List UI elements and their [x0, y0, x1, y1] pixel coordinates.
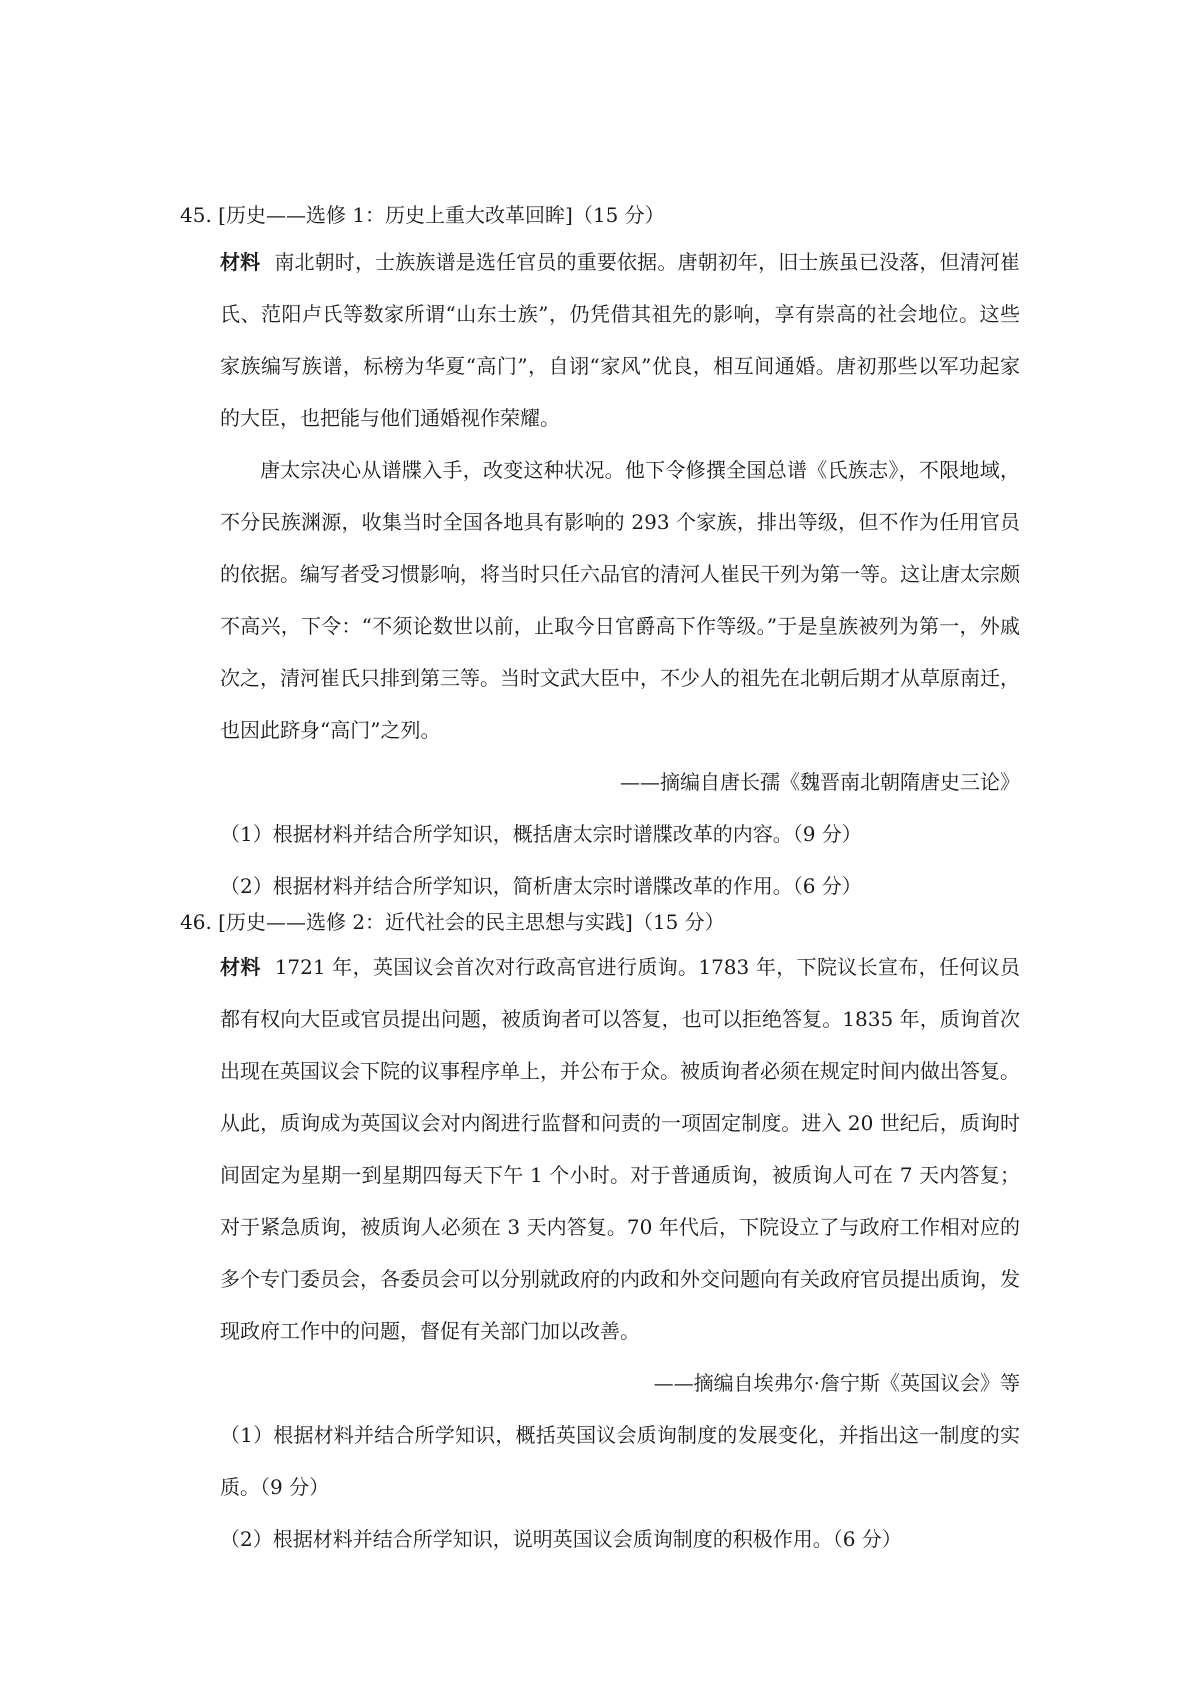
q45-subquestion-2: （2）根据材料并结合所学知识，简析唐太宗时谱牒改革的作用。（6 分） — [220, 874, 862, 898]
question-45-header: 45. [历史——选修 1：历史上重大改革回眸]（15 分） — [180, 203, 665, 227]
q45-material-label: 材料 — [220, 250, 261, 274]
q45-material-paragraph-1 — [220, 236, 1020, 444]
question-46-body — [220, 941, 1020, 1565]
q46-source: ——摘编自埃弗尔·詹宁斯《英国议会》等 — [653, 1371, 1020, 1395]
q46-material-paragraph-1 — [220, 941, 1020, 1357]
q45-para1-text: 南北朝时，士族族谱是选任官员的重要依据。唐朝初年，旧士族虽已没落，但清河崔氏、范阳卢氏等数家所谓“山东士族”，仍凭借其祖先的影响，享有崇高的社会地位。这些家族编写族谱，标榜为华夏“高门”，自诩“家风”优良，相互间通婚。唐初那些以军功起家的大臣，也把能与他们通婚视作荣耀。 — [220, 250, 1021, 430]
q45-material-paragraph-2: 唐太宗决心从谱牒入手，改变这种状况。他下令修撰全国总谱《氏族志》，不限地域，不分民族渊源，收集当时全国各地具有影响的 293 个家族，排出等级，但不作为任用官员的依据。编写者受习惯影响，将当时只任六品官的清河人崔民干列为第一等。这让唐太宗颇不高兴，下令：“不须论数世以前，止取今日官爵高下作等级。”于是皇族被列为第一，外戚次之，清河崔氏只排到第三等。当时文武大臣中，不少人的祖先在北朝后期才从草原南迁，也因此跻身“高门”之列。 — [220, 458, 1020, 742]
q46-subquestion-2: （2）根据材料并结合所学知识，说明英国议会质询制度的积极作用。（6 分） — [220, 1527, 902, 1551]
q46-material-label: 材料 — [220, 955, 261, 979]
question-45-body — [220, 236, 1020, 912]
q46-para1-text: 1721 年，英国议会首次对行政高官进行质询。1783 年，下院议长宣布，任何议员都有权向大臣或官员提出问题，被质询者可以答复，也可以拒绝答复。1835 年，质询首次出现在英国议会下院的议事程序单上，并公布于众。被质询者必须在规定时间内做出答复。从此，质询成为英国议会对内阁进行监督和问责的一项固定制度。进入 20 世纪后，质询时间固定为星期一到星期四每天下午 1 个小时。对于普通质询，被质询人可在 7 天内答复；对于紧急质询，被质询人必须在 3 天内答复。70 年代后，下院设立了与政府工作相对应的多个专门委员会，各委员会可以分别就政府的内政和外交问题向有关政府官员提出质询，发现政府工作中的问题，督促有关部门加以改善。 — [220, 955, 1021, 1343]
q45-subquestion-1: （1）根据材料并结合所学知识，概括唐太宗时谱牒改革的内容。（9 分） — [220, 822, 862, 846]
q45-source: ——摘编自唐长孺《魏晋南北朝隋唐史三论》 — [620, 770, 1020, 794]
q46-subquestion-1: （1）根据材料并结合所学知识，概括英国议会质询制度的发展变化，并指出这一制度的实质。（9 分） — [220, 1423, 1020, 1499]
question-46-header: 46. [历史——选修 2：近代社会的民主思想与实践]（15 分） — [180, 910, 725, 934]
